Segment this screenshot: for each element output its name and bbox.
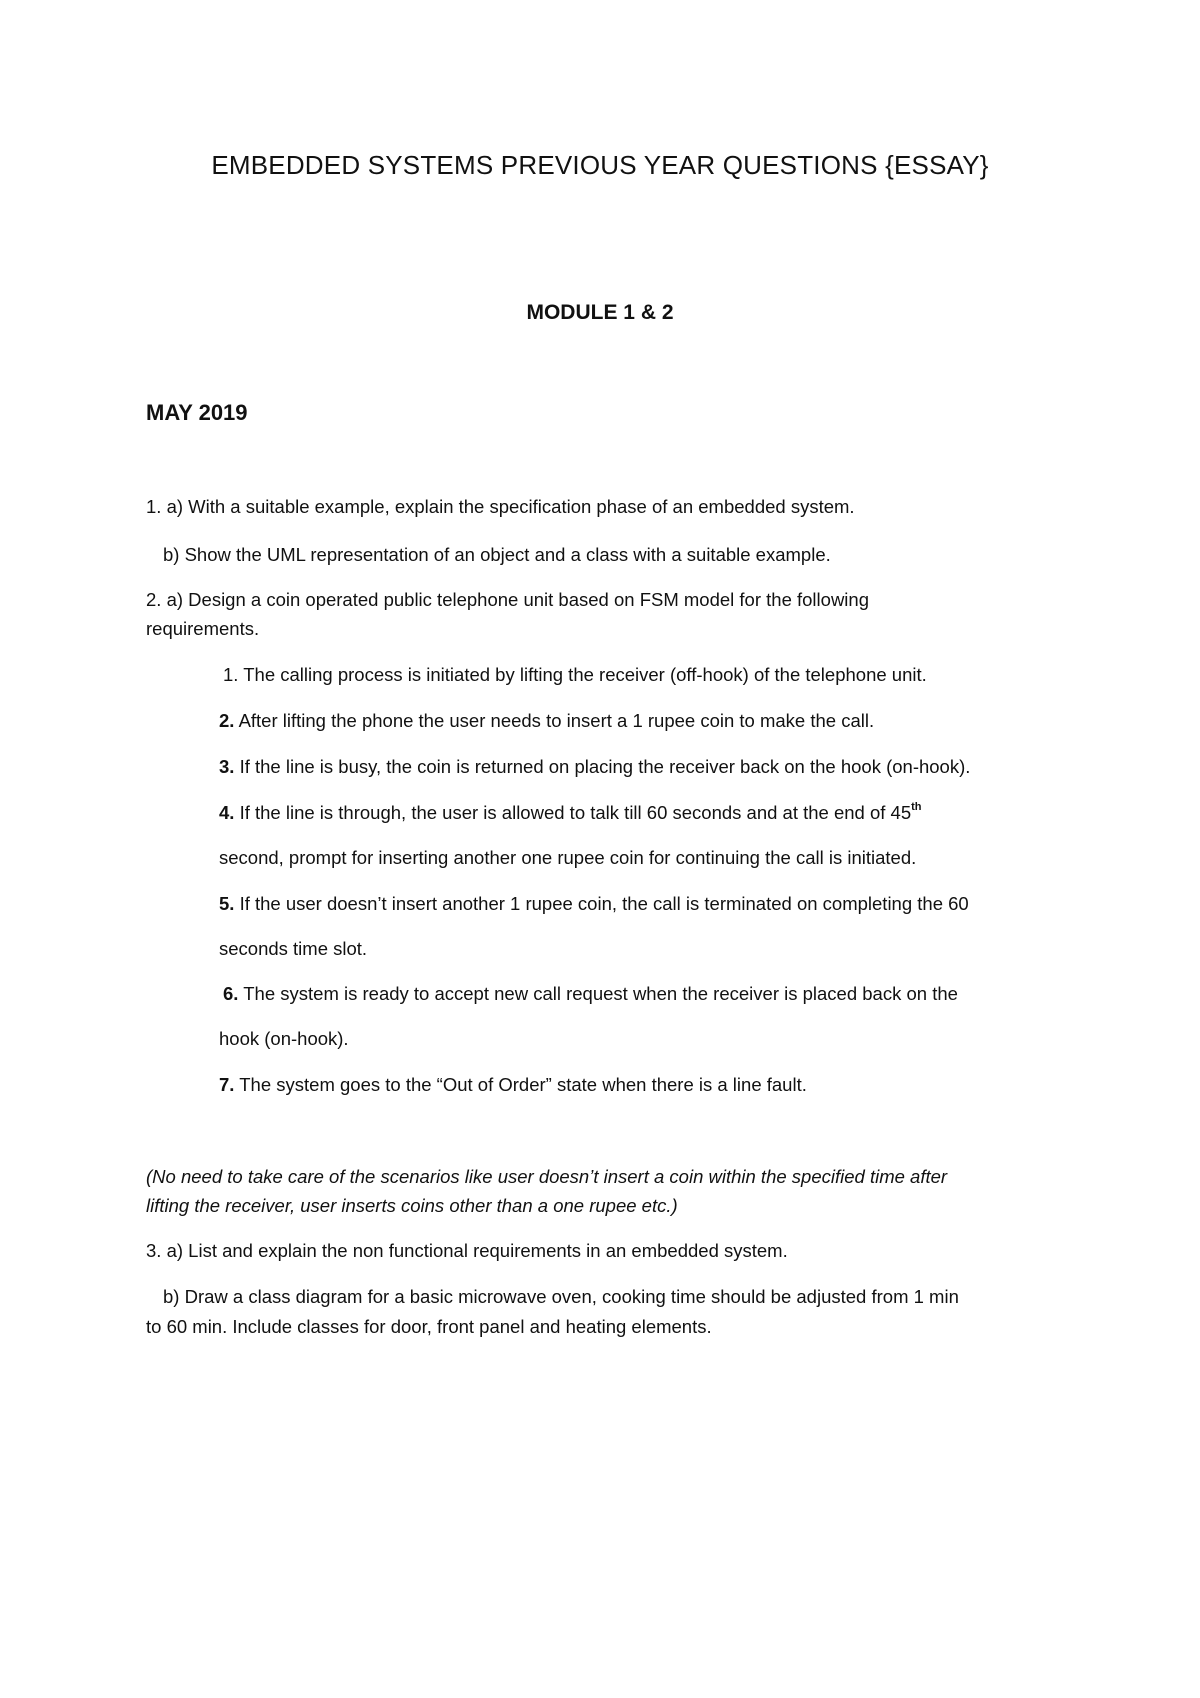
part-label: a)	[166, 1240, 184, 1261]
module-heading: MODULE 1 & 2	[526, 301, 674, 324]
requirement-number: 1.	[223, 664, 239, 685]
requirement-number: 5.	[219, 893, 235, 914]
part-label: b)	[163, 544, 180, 565]
part-label: a)	[166, 496, 184, 517]
requirement-number: 6.	[223, 983, 239, 1004]
requirement-item	[223, 983, 958, 1005]
requirement-text: If the line is through, the user is allowed to talk till 60 seconds and at the end of 45	[239, 802, 912, 823]
requirement-item	[223, 664, 927, 686]
requirement-number: 4.	[219, 802, 235, 823]
requirement-text: After lifting the phone the user needs to insert a 1 rupee coin to make the call.	[238, 710, 875, 731]
question-text: With a suitable example, explain the specification phase of an embedded system.	[188, 496, 855, 517]
requirement-number: 3.	[219, 756, 235, 777]
requirement-item	[219, 802, 922, 824]
note-text-continued: lifting the receiver, user inserts coins other than a one rupee etc.)	[146, 1195, 678, 1216]
requirement-number: 2.	[219, 710, 235, 731]
question-3a	[146, 1240, 788, 1262]
question-2a	[146, 589, 869, 611]
requirement-continuation: second, prompt for inserting another one rupee coin for continuing the call is initiated.	[219, 847, 917, 868]
question-1a	[146, 496, 855, 518]
requirement-continuation: seconds time slot.	[219, 938, 368, 959]
question-number: 1.	[146, 496, 162, 517]
page-title: EMBEDDED SYSTEMS PREVIOUS YEAR QUESTIONS {ESSAY}	[211, 150, 989, 180]
requirement-continuation: hook (on-hook).	[219, 1028, 349, 1049]
ordinal-suffix: th	[911, 801, 922, 813]
requirement-item	[219, 710, 874, 732]
part-label: a)	[166, 589, 184, 610]
requirement-item	[219, 756, 970, 778]
note-text: (No need to take care of the scenarios like user doesn’t insert a coin within the specified time after	[146, 1166, 948, 1187]
question-text: Design a coin operated public telephone unit based on FSM model for the following	[188, 589, 869, 610]
question-number: 2.	[146, 589, 162, 610]
question-1b	[163, 544, 831, 566]
requirement-text: If the user doesn’t insert another 1 rupee coin, the call is terminated on completing the 60	[239, 893, 969, 914]
question-text: Draw a class diagram for a basic microwave oven, cooking time should be adjusted from 1 min	[184, 1286, 959, 1307]
question-3b-continued: to 60 min. Include classes for door, front panel and heating elements.	[146, 1316, 712, 1337]
requirement-text: If the line is busy, the coin is returned on placing the receiver back on the hook (on-hook).	[239, 756, 971, 777]
part-label: b)	[163, 1286, 180, 1307]
question-text: List and explain the non functional requirements in an embedded system.	[188, 1240, 788, 1261]
question-2a-continued: requirements.	[146, 618, 260, 639]
requirement-text: The calling process is initiated by lifting the receiver (off-hook) of the telephone unit.	[243, 664, 927, 685]
requirement-text: The system goes to the “Out of Order” state when there is a line fault.	[239, 1074, 807, 1095]
session-heading: MAY 2019	[146, 400, 248, 425]
question-3b	[163, 1286, 959, 1308]
question-text: Show the UML representation of an object and a class with a suitable example.	[184, 544, 831, 565]
requirement-number: 7.	[219, 1074, 235, 1095]
requirement-text: The system is ready to accept new call request when the receiver is placed back on the	[243, 983, 958, 1004]
question-number: 3.	[146, 1240, 162, 1261]
requirement-item	[219, 893, 969, 915]
requirement-item	[219, 1074, 807, 1096]
